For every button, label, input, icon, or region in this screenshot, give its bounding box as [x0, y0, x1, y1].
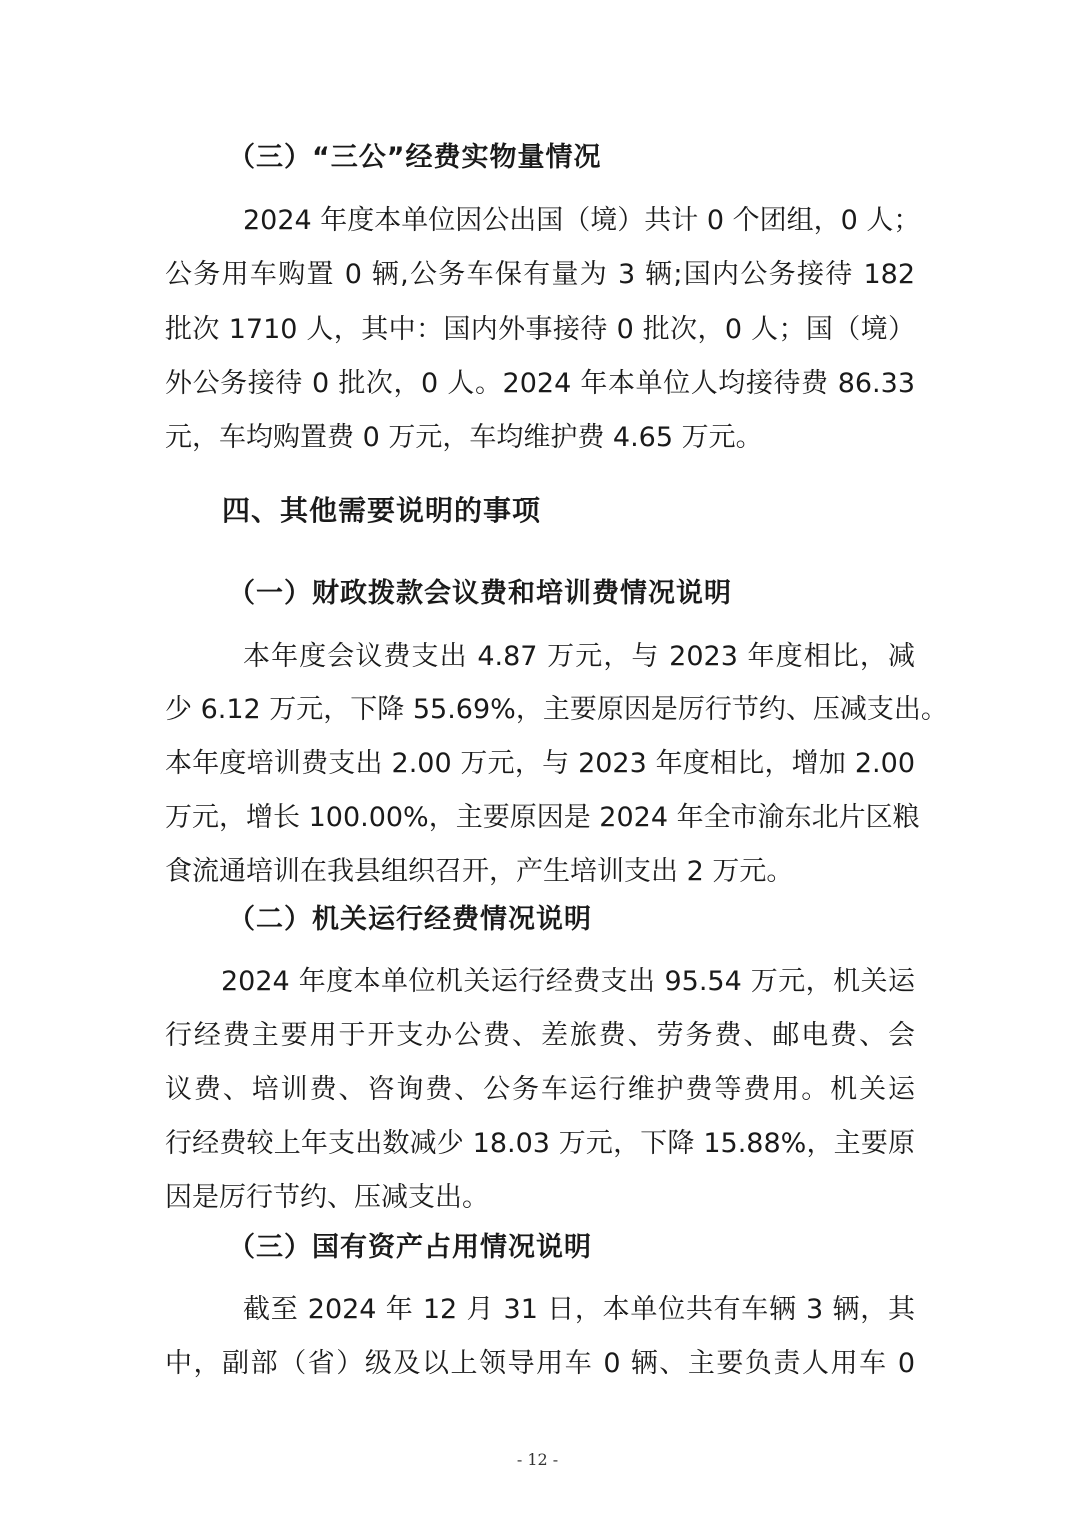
paragraph-line: 元，车均购置费 0 万元，车均维护费 4.65 万元。 — [165, 422, 763, 453]
paragraph-line: 2024 年度本单位机关运行经费支出 95.54 万元，机关运 — [221, 966, 915, 997]
paragraph-line: 批次 1710 人，其中：国内外事接待 0 批次，0 人；国（境） — [165, 314, 915, 345]
section-heading-operating-expenses: （二）机关运行经费情况说明 — [228, 904, 592, 935]
paragraph-line: 本年度培训费支出 2.00 万元，与 2023 年度相比，增加 2.00 — [165, 748, 915, 779]
paragraph-line: 万元，增长 100.00%，主要原因是 2024 年全市渝东北片区粮 — [165, 802, 920, 833]
paragraph-line: 公务用车购置 0 辆,公务车保有量为 3 辆;国内公务接待 182 — [165, 259, 915, 290]
section-heading-other-matters: 四、其他需要说明的事项 — [222, 494, 542, 527]
section-heading-state-assets: （三）国有资产占用情况说明 — [228, 1232, 592, 1263]
paragraph-line: 行经费较上年支出数减少 18.03 万元，下降 15.88%，主要原 — [165, 1128, 915, 1159]
paragraph-line: 因是厉行节约、压减支出。 — [165, 1182, 489, 1213]
paragraph-line: 中，副部（省）级及以上领导用车 0 辆、主要负责人用车 0 — [165, 1348, 915, 1379]
paragraph-line: 议费、培训费、咨询费、公务车运行维护费等费用。机关运 — [165, 1074, 915, 1105]
paragraph-line: 少 6.12 万元，下降 55.69%，主要原因是厉行节约、压减支出。 — [165, 694, 948, 725]
paragraph-line: 行经费主要用于开支办公费、差旅费、劳务费、邮电费、会 — [165, 1020, 915, 1051]
paragraph-line: 本年度会议费支出 4.87 万元，与 2023 年度相比，减 — [243, 641, 915, 672]
paragraph-line: 2024 年度本单位因公出国（境）共计 0 个团组，0 人； — [243, 205, 921, 236]
page-number: - 12 - — [516, 1450, 559, 1469]
section-heading-meeting-training: （一）财政拨款会议费和培训费情况说明 — [228, 578, 732, 609]
paragraph-line: 外公务接待 0 批次，0 人。2024 年本单位人均接待费 86.33 — [165, 368, 915, 399]
paragraph-line: 食流通培训在我县组织召开，产生培训支出 2 万元。 — [165, 856, 794, 887]
paragraph-line: 截至 2024 年 12 月 31 日，本单位共有车辆 3 辆，其 — [243, 1294, 915, 1325]
section-heading-sangong: （三）“三公”经费实物量情况 — [228, 142, 602, 173]
